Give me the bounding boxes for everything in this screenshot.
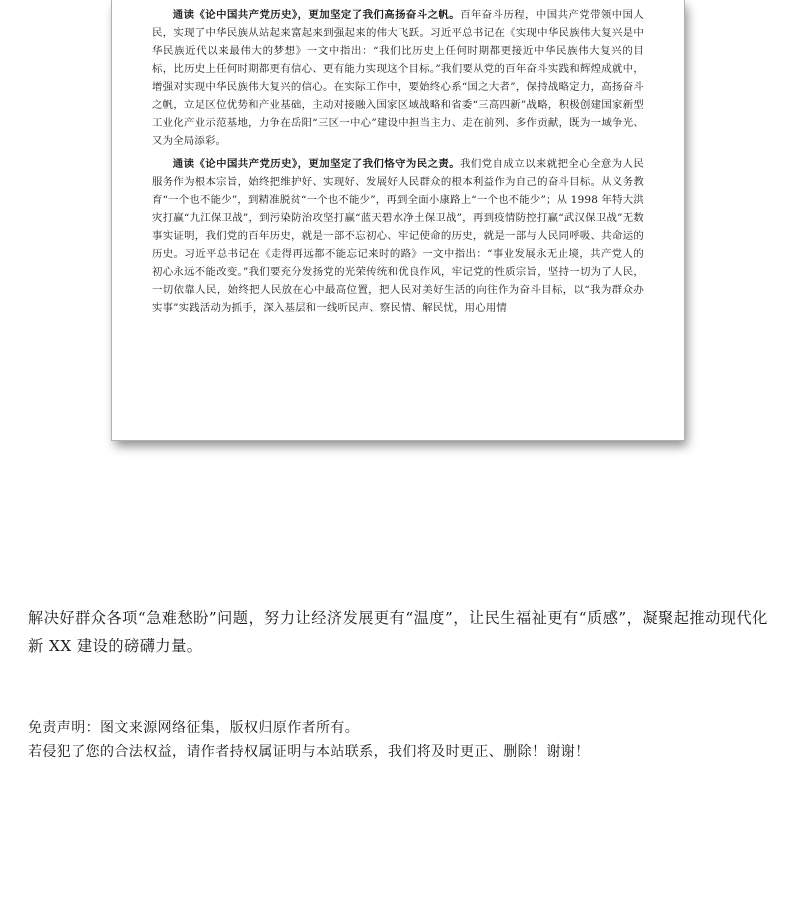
paragraph-1-body: 百年奋斗历程，中国共产党带领中国人民，实现了中华民族从站起来富起来到强起来的伟大飞跃。习近平总书记在《实现中华民族伟大复兴是中华民族近代以来最伟大的梦想》一文中指出：“我们比历史上任何时期都更接近中华民族伟大复兴的目标，比历史上任何时期都更有信心、更有能力实现这个目标。”我们要从党的百年奋斗实践和辉煌成就中，增强对实现中华民族伟大复兴的信心。在实际工作中，要始终心系“国之大者”，保持战略定力，高扬奋斗之帆，立足区位优势和产业基础，主动对接融入国家区域战略和省委“三高四新”战略，积极创建国家新型工业化产业示范基地，力争在岳阳“三区一中心”建设中担当主力、走在前列、多作贡献，既为一域争光、又为全局添彩。	[152, 9, 644, 147]
disclaimer-line-1: 免责声明：图文来源网络征集，版权归原作者所有。	[28, 720, 360, 736]
disclaimer	[28, 716, 778, 764]
paragraph-1	[152, 6, 644, 150]
paragraph-2-body: 我们党自成立以来就把全心全意为人民服务作为根本宗旨，始终把维护好、实现好、发展好人民群众的根本利益作为自己的奋斗目标。从义务教育“一个也不能少”，到精准脱贫“一个也不能少”，再到全面小康路上“一个也不能少”；从 1998 年特大洪灾打赢“九江保卫战”，到污染防治攻坚打赢“蓝天碧水净土保卫战”，再到疫情防控打赢“武汉保卫战”无数事实证明，我们党的百年历史，就是一部不忘初心、牢记使命的历史，就是一部与人民同呼吸、共命运的历史。习近平总书记在《走得再远都不能忘记来时的路》一文中指出：“事业发展永无止境，共产党人的初心永远不能改变。”我们要充分发扬党的光荣传统和优良作风，牢记党的性质宗旨，坚持一切为了人民，一切依靠人民，始终把人民放在心中最高位置，把人民对美好生活的向往作为奋斗目标，以“我为群众办实事”实践活动为抓手，深入基层和一线听民声、察民情、解民忧，用心用情	[152, 158, 644, 314]
paragraph-2	[152, 155, 644, 317]
continuation-text	[28, 604, 778, 660]
continuation-paragraph: 解决好群众各项“急难愁盼”问题，努力让经济发展更有“温度”，让民生福祉更有“质感”，凝聚起推动现代化新 XX 建设的磅礴力量。	[28, 609, 768, 655]
document-page-preview	[112, 0, 684, 440]
disclaimer-line-2: 若侵犯了您的合法权益，请作者持权属证明与本站联系，我们将及时更正、删除！谢谢！	[28, 744, 590, 760]
paragraph-2-lead: 通读《论中国共产党历史》，更加坚定了我们恪守为民之责。	[172, 158, 461, 170]
paragraph-1-lead: 通读《论中国共产党历史》，更加坚定了我们高扬奋斗之帆。	[172, 9, 461, 21]
